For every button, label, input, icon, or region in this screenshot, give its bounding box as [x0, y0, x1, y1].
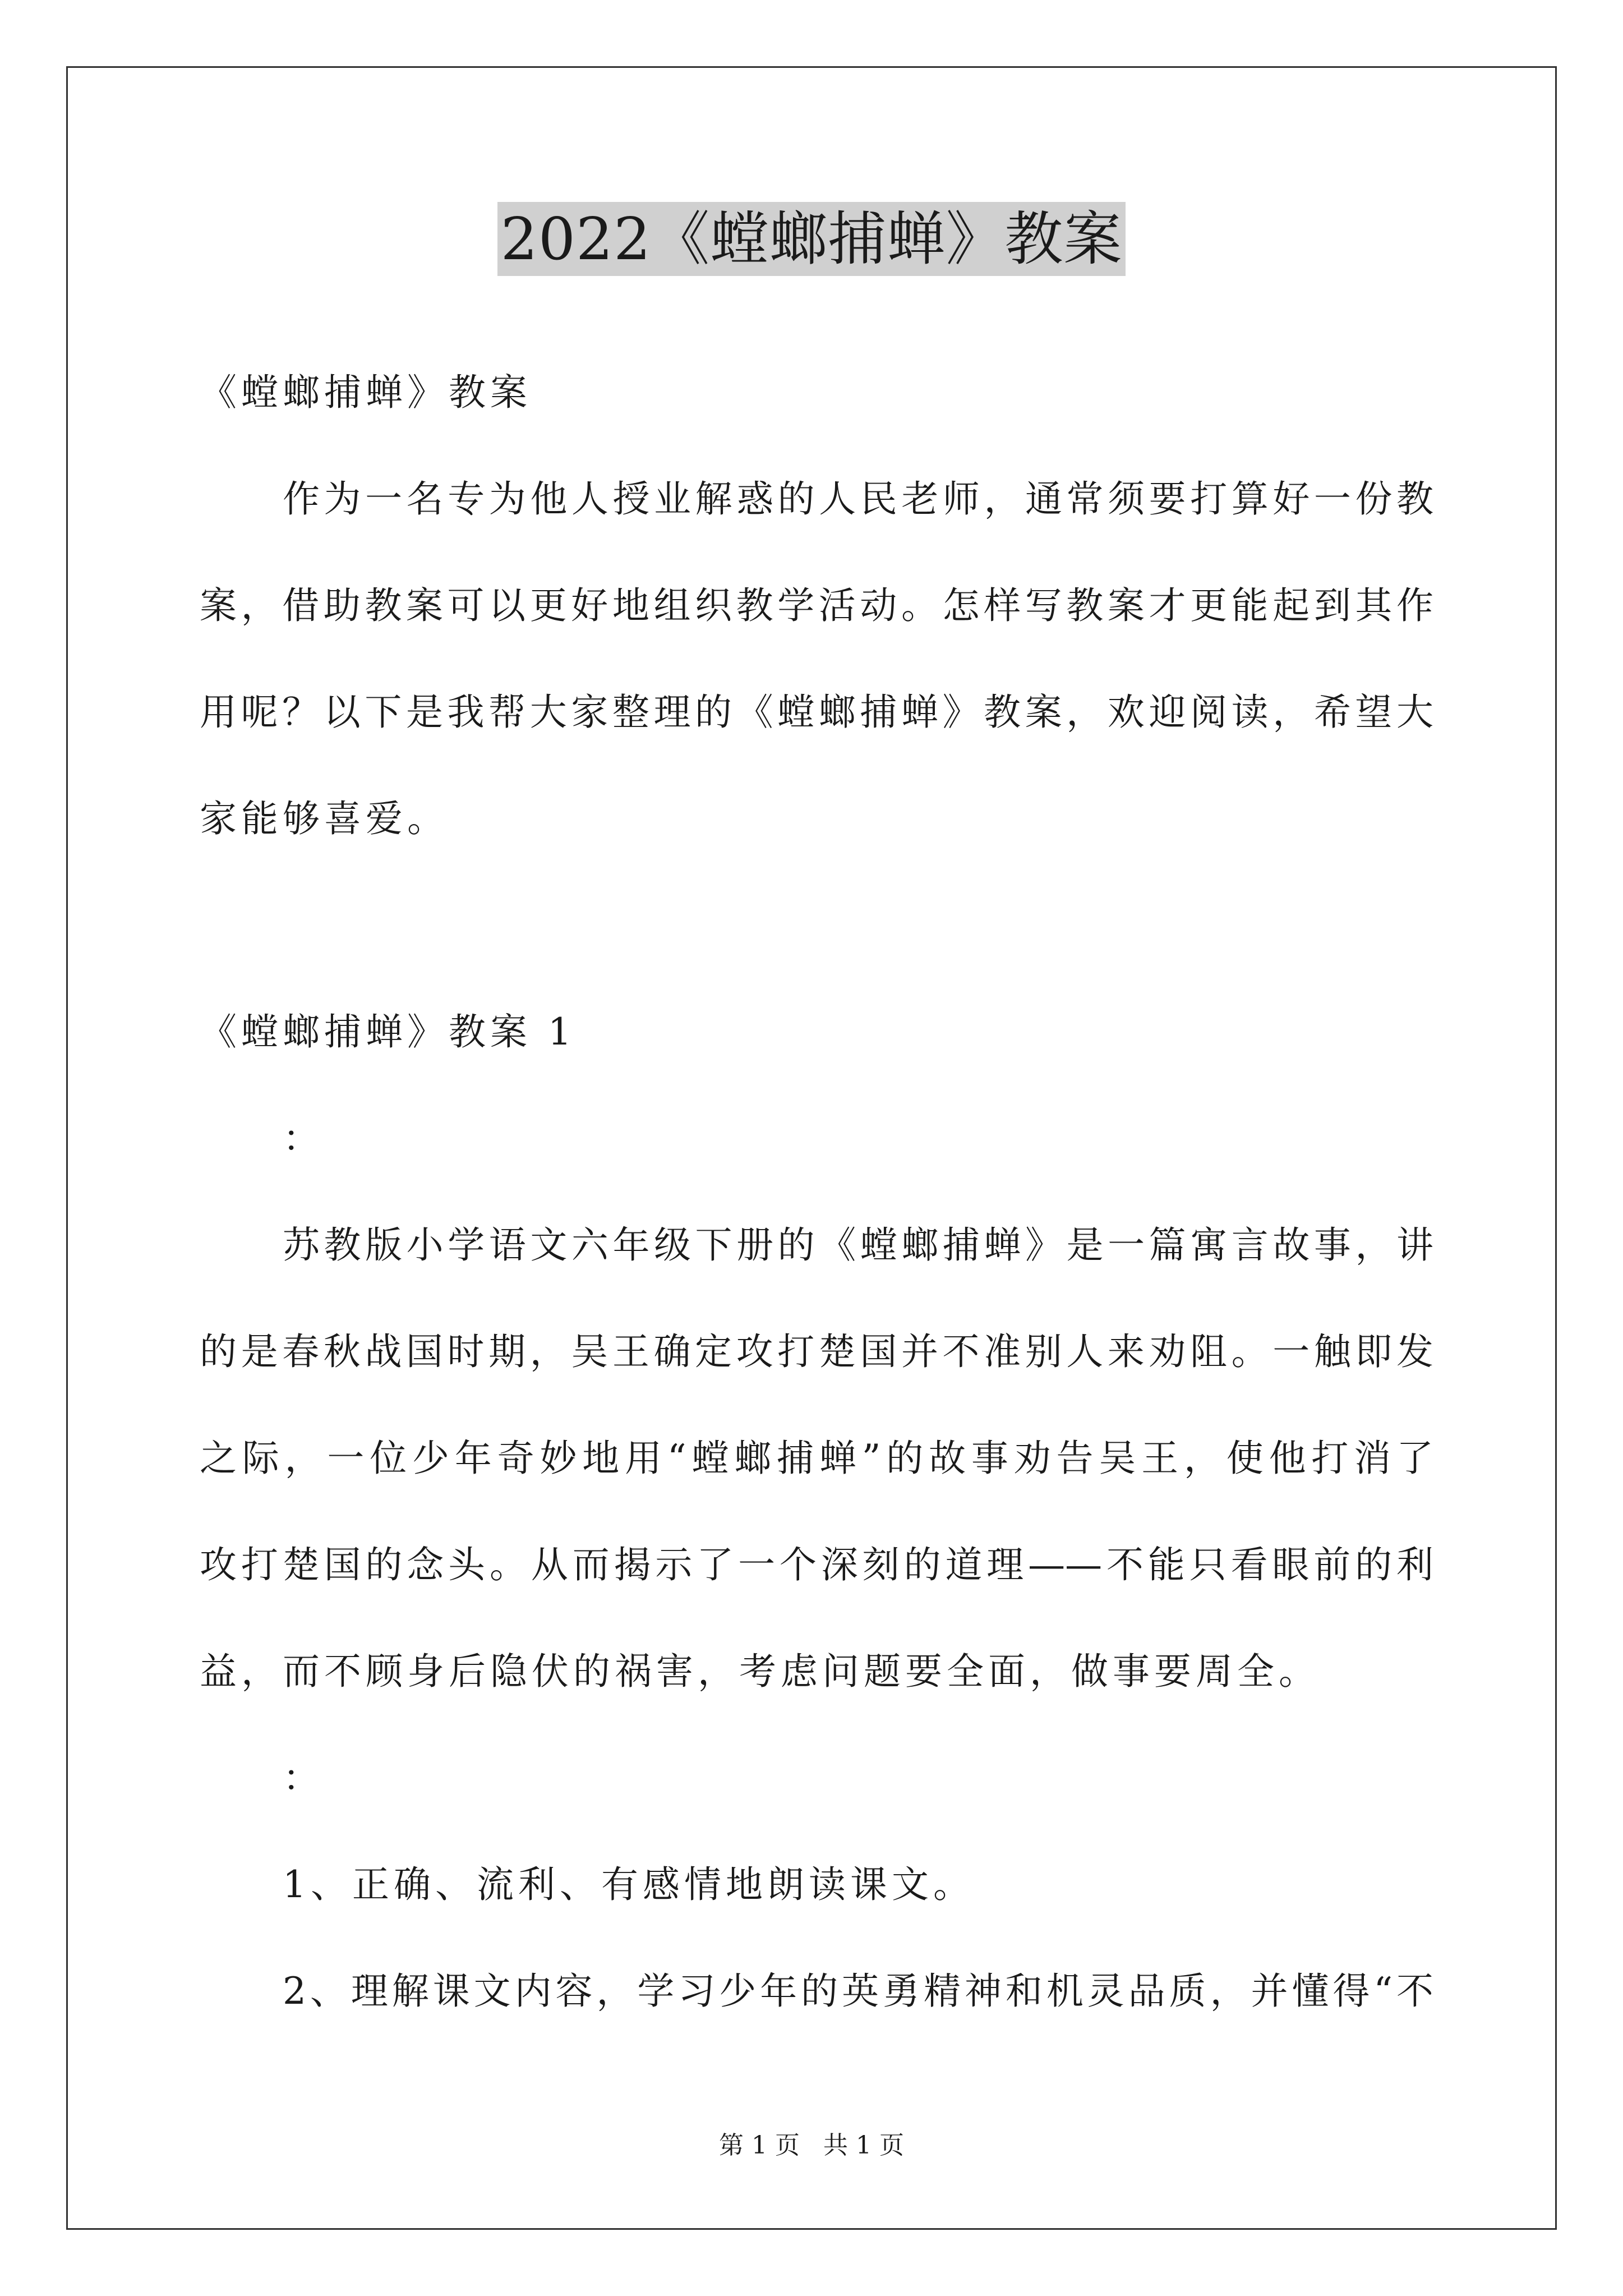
document-body — [200, 339, 1433, 2045]
label-line: ： — [283, 1756, 324, 1800]
document-title: 2022《螳螂捕蝉》教案 — [497, 202, 1126, 276]
list-item: 1、正确、流利、有感情地朗读课文。 — [283, 1863, 975, 1906]
page-total: 共 1 页 — [823, 2131, 904, 2160]
paragraph-line: 案，借助教案可以更好地组织教学活动。怎样写教案才更能起到其作 — [200, 584, 1433, 627]
page-number: 第 1 页 — [719, 2131, 800, 2160]
title-wrap — [0, 202, 1623, 276]
list-item: 2、理解课文内容，学习少年的英勇精神和机灵品质，并懂得“不 — [283, 1970, 1433, 2013]
paragraph-gap — [200, 872, 1433, 979]
paragraph-line: 用呢？以下是我帮大家整理的《螳螂捕蝉》教案，欢迎阅读，希望大 — [200, 691, 1433, 734]
paragraph-line: 攻打楚国的念头。从而揭示了一个深刻的道理——不能只看眼前的利 — [200, 1543, 1433, 1586]
paragraph-line: 益，而不顾身后隐伏的祸害，考虑问题要全面，做事要周全。 — [200, 1650, 1320, 1693]
paragraph-line: 苏教版小学语文六年级下册的《螳螂捕蝉》是一篇寓言故事，讲 — [283, 1223, 1433, 1267]
page-footer — [0, 2129, 1623, 2162]
section-heading: 《螳螂捕蝉》教案 1 — [200, 1010, 576, 1053]
paragraph-line: 家能够喜爱。 — [200, 797, 449, 840]
paragraph-line: 之际，一位少年奇妙地用“螳螂捕蝉”的故事劝告吴王，使他打消了 — [200, 1437, 1433, 1480]
label-line: ： — [283, 1117, 324, 1160]
paragraph-line: 作为一名专为他人授业解惑的人民老师，通常须要打算好一份教 — [283, 477, 1433, 521]
paragraph-line: 的是春秋战国时期，吴王确定攻打楚国并不准别人来劝阻。一触即发 — [200, 1330, 1433, 1373]
section-heading: 《螳螂捕蝉》教案 — [200, 371, 532, 414]
